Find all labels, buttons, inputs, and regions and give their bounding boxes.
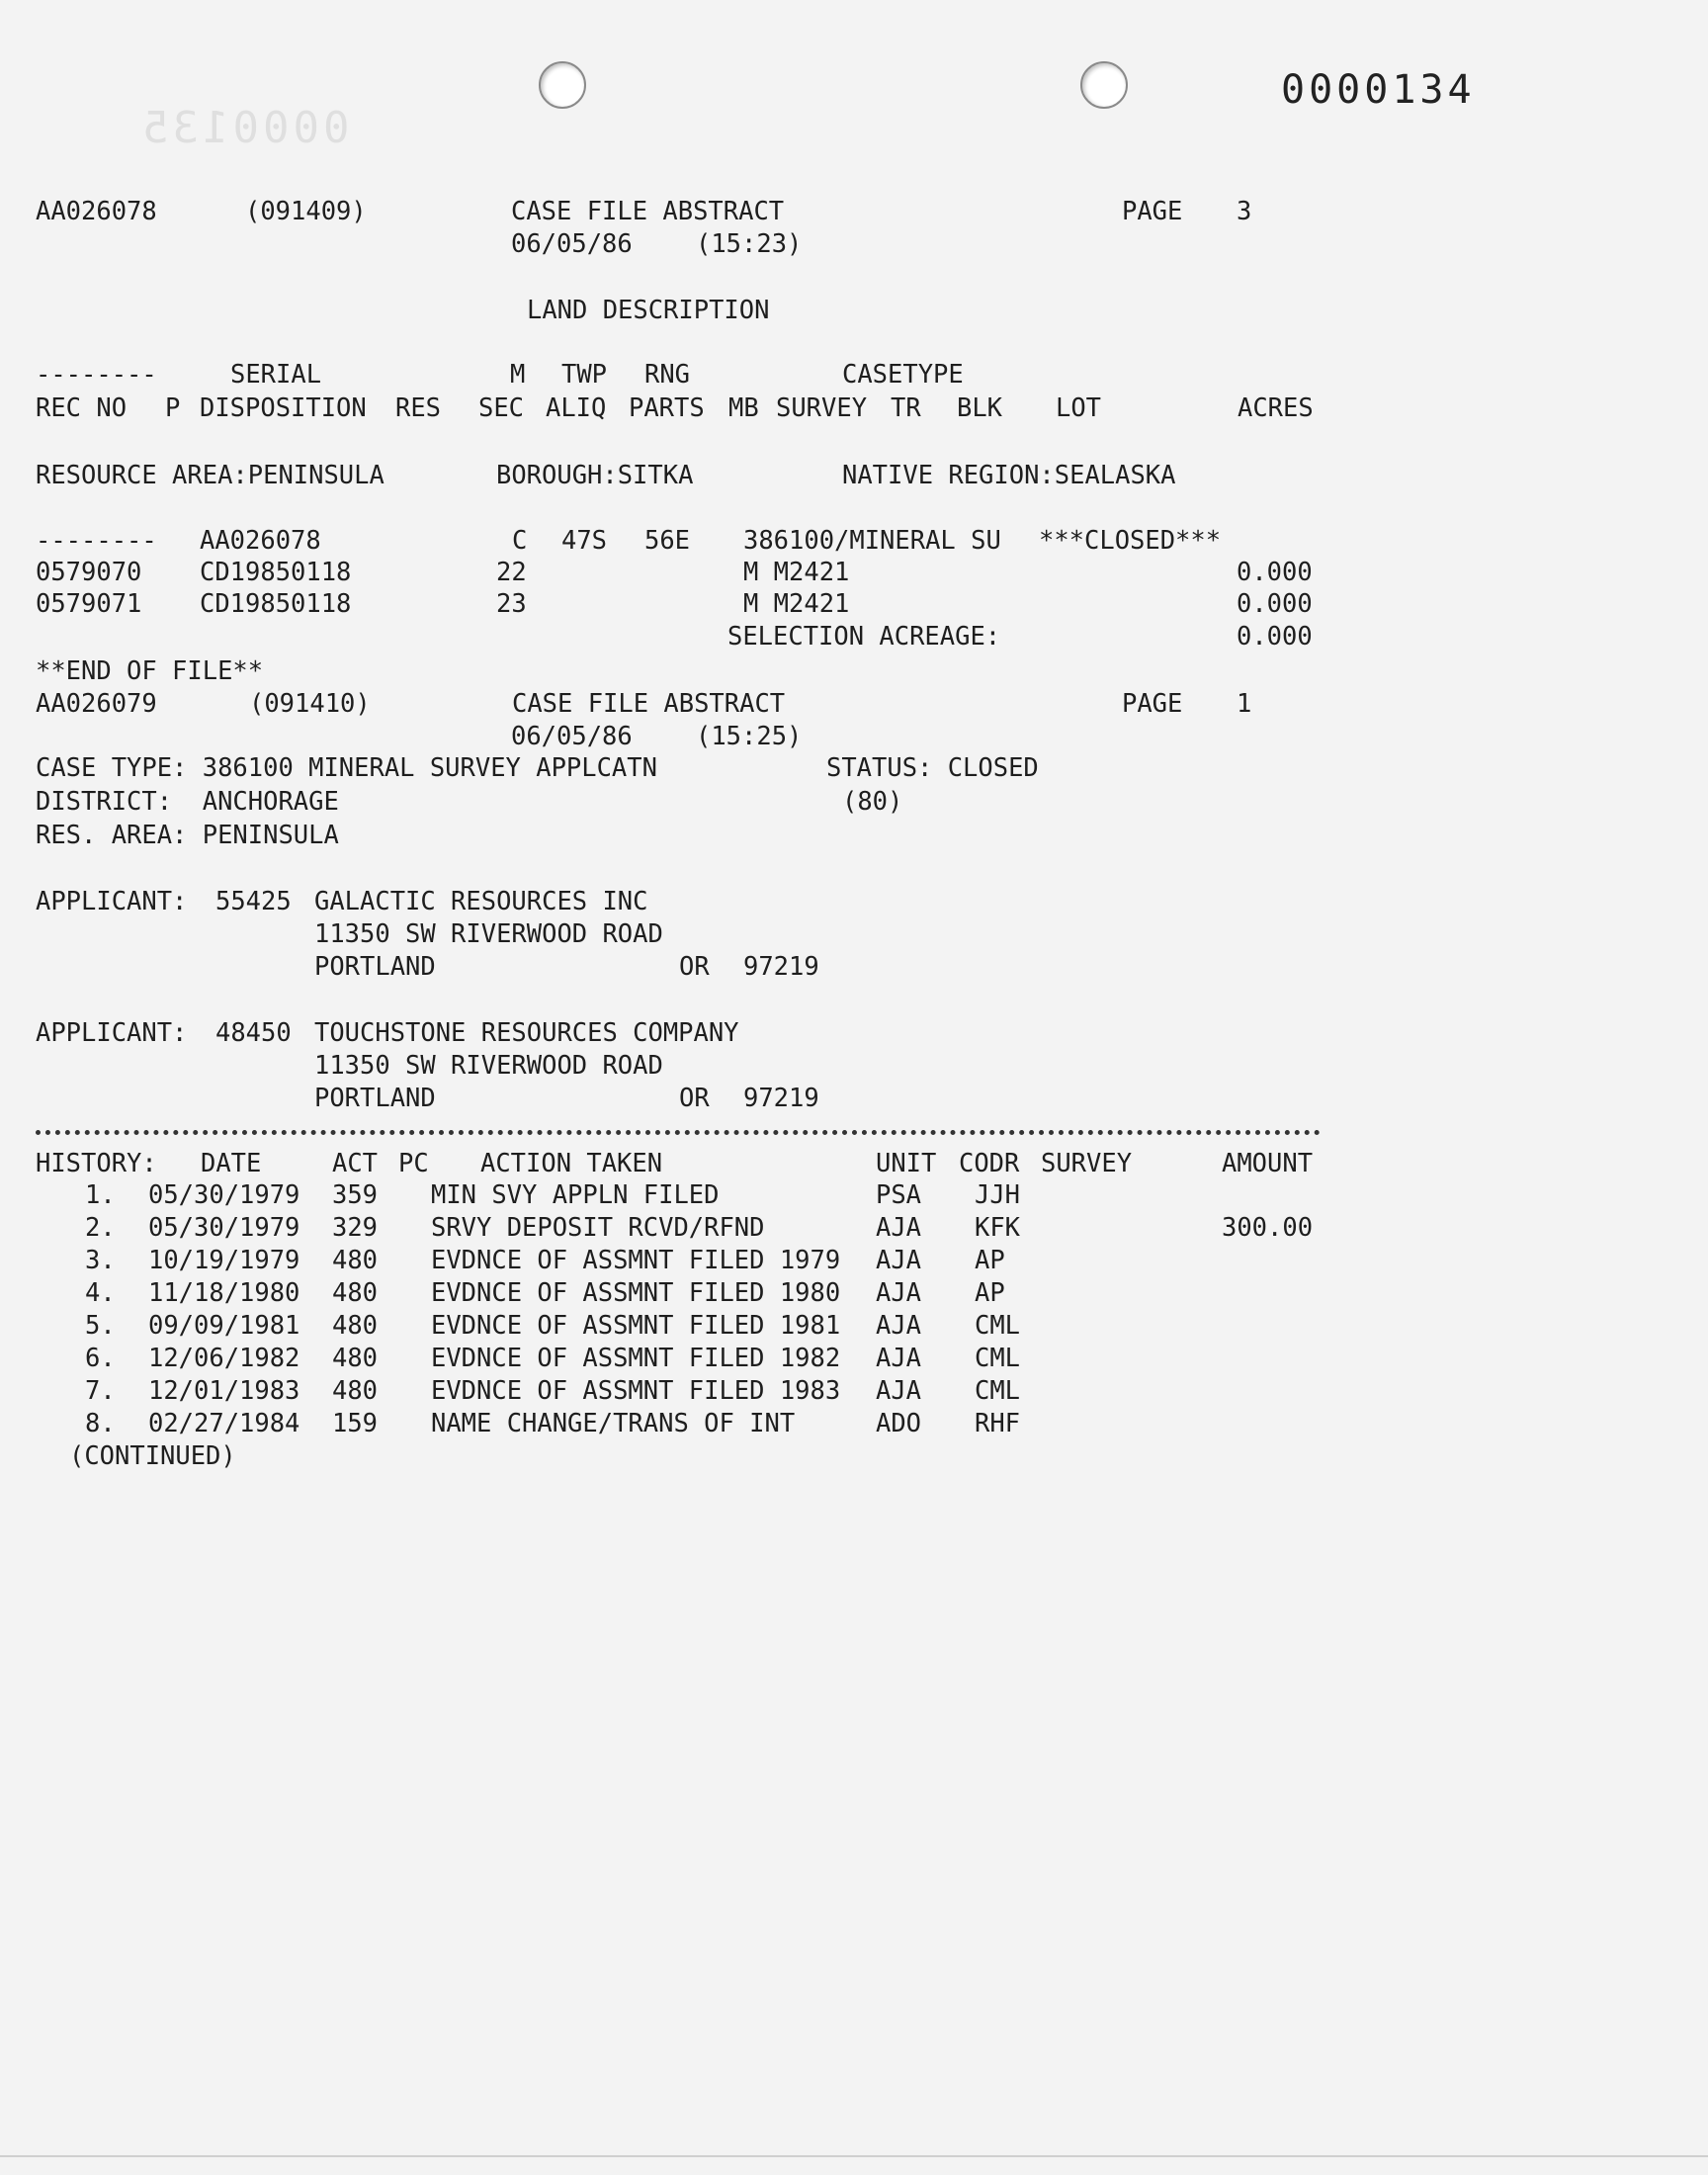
- column-header-sec: SEC: [478, 393, 525, 423]
- history-unit: AJA: [876, 1278, 922, 1308]
- column-header-rng: RNG: [644, 360, 691, 390]
- bleed-through-stamp: 0000135: [138, 103, 350, 153]
- column-header-parts: PARTS: [629, 393, 705, 423]
- history-number: 5.: [85, 1311, 116, 1341]
- page-stamp-number: 0000134: [1281, 67, 1476, 113]
- history-date: 05/30/1979: [148, 1180, 300, 1210]
- history-codr: RHF: [975, 1409, 1021, 1438]
- case-code: (091409): [245, 197, 367, 226]
- history-date: 10/19/1979: [148, 1246, 300, 1275]
- page-bottom-edge: [0, 2155, 1708, 2157]
- history-unit: ADO: [876, 1409, 922, 1438]
- column-header-lot: LOT: [1056, 393, 1102, 423]
- abstract-date: 06/05/86: [511, 229, 633, 259]
- abstract-title: CASE FILE ABSTRACT: [511, 197, 785, 226]
- status-code: (80): [842, 787, 903, 817]
- column-header-twp: TWP: [561, 360, 608, 390]
- selection-acreage-label: SELECTION ACREAGE:: [727, 622, 1001, 652]
- history-number: 2.: [85, 1213, 116, 1243]
- applicant-state: OR: [679, 1084, 710, 1113]
- history-act: 480: [332, 1376, 379, 1406]
- page-label: PAGE: [1122, 689, 1183, 719]
- column-header-rec-no: REC NO: [36, 393, 128, 423]
- history-unit: AJA: [876, 1213, 922, 1243]
- punch-hole-right: [1080, 61, 1128, 109]
- district: DISTRICT: ANCHORAGE: [36, 787, 339, 817]
- history-act: 359: [332, 1180, 379, 1210]
- history-action: MIN SVY APPLN FILED: [431, 1180, 720, 1210]
- history-unit: AJA: [876, 1311, 922, 1341]
- history-header-label: HISTORY:: [36, 1149, 157, 1178]
- history-unit: AJA: [876, 1376, 922, 1406]
- column-header-mb: MB: [728, 393, 759, 423]
- case-status: STATUS: CLOSED: [826, 753, 1039, 783]
- history-act: 480: [332, 1278, 379, 1308]
- column-header-serial: SERIAL: [230, 360, 322, 390]
- history-date: 05/30/1979: [148, 1213, 300, 1243]
- section: 22: [496, 558, 527, 587]
- selection-acreage-value: 0.000: [1237, 622, 1313, 652]
- native-region: NATIVE REGION:SEALASKA: [842, 461, 1176, 490]
- serial-m: C: [512, 526, 528, 556]
- history-number: 4.: [85, 1278, 116, 1308]
- abstract-time: (15:25): [696, 722, 803, 751]
- history-header-action: ACTION TAKEN: [480, 1149, 663, 1178]
- applicant-name: GALACTIC RESOURCES INC: [314, 887, 648, 916]
- column-header-tr: TR: [891, 393, 921, 423]
- history-number: 6.: [85, 1344, 116, 1373]
- history-codr: CML: [975, 1311, 1021, 1341]
- resource-area: RESOURCE AREA:PENINSULA: [36, 461, 384, 490]
- serial-status: ***CLOSED***: [1039, 526, 1222, 556]
- history-action: EVDNCE OF ASSMNT FILED 1980: [431, 1278, 841, 1308]
- applicant-address: 11350 SW RIVERWOOD ROAD: [314, 1051, 663, 1081]
- case-id: AA026078: [36, 197, 157, 226]
- history-number: 8.: [85, 1409, 116, 1438]
- history-action: EVDNCE OF ASSMNT FILED 1983: [431, 1376, 841, 1406]
- history-number: 7.: [85, 1376, 116, 1406]
- rec-no: 0579071: [36, 589, 142, 619]
- applicant-city: PORTLAND: [314, 952, 436, 982]
- history-act: 480: [332, 1311, 379, 1341]
- history-header-act: ACT: [332, 1149, 379, 1178]
- punch-hole-left: [539, 61, 586, 109]
- borough: BOROUGH:SITKA: [496, 461, 694, 490]
- history-unit: AJA: [876, 1246, 922, 1275]
- disposition: CD19850118: [200, 558, 352, 587]
- history-act: 480: [332, 1344, 379, 1373]
- column-dashes: --------: [36, 360, 157, 390]
- column-header-res: RES: [395, 393, 442, 423]
- serial-casetype: 386100/MINERAL SU: [743, 526, 1001, 556]
- history-codr: KFK: [975, 1213, 1021, 1243]
- history-act: 159: [332, 1409, 379, 1438]
- applicant-label: APPLICANT:: [36, 887, 188, 916]
- history-codr: CML: [975, 1376, 1021, 1406]
- history-header-date: DATE: [201, 1149, 262, 1178]
- history-action: EVDNCE OF ASSMNT FILED 1979: [431, 1246, 841, 1275]
- section-heading: LAND DESCRIPTION: [527, 296, 770, 325]
- applicant-city: PORTLAND: [314, 1084, 436, 1113]
- history-date: 12/06/1982: [148, 1344, 300, 1373]
- history-date: 11/18/1980: [148, 1278, 300, 1308]
- continued-marker: (CONTINUED): [69, 1441, 236, 1471]
- applicant-id: 48450: [215, 1018, 292, 1048]
- history-unit: PSA: [876, 1180, 922, 1210]
- rec-no: 0579070: [36, 558, 142, 587]
- applicant-label: APPLICANT:: [36, 1018, 188, 1048]
- history-action: SRVY DEPOSIT RCVD/RFND: [431, 1213, 765, 1243]
- applicant-id: 55425: [215, 887, 292, 916]
- case-type: CASE TYPE: 386100 MINERAL SURVEY APPLCATN: [36, 753, 657, 783]
- survey: M M2421: [743, 558, 850, 587]
- history-act: 329: [332, 1213, 379, 1243]
- column-header-p: P: [165, 393, 181, 423]
- history-act: 480: [332, 1246, 379, 1275]
- column-header-acres: ACRES: [1238, 393, 1314, 423]
- acres: 0.000: [1237, 589, 1313, 619]
- applicant-state: OR: [679, 952, 710, 982]
- history-header-codr: CODR: [959, 1149, 1020, 1178]
- serial-number: AA026078: [200, 526, 321, 556]
- column-header-aliq: ALIQ: [546, 393, 607, 423]
- history-codr: AP: [975, 1246, 1005, 1275]
- applicant-address: 11350 SW RIVERWOOD ROAD: [314, 919, 663, 949]
- page-number: 3: [1237, 197, 1252, 226]
- serial-rng: 56E: [644, 526, 691, 556]
- disposition: CD19850118: [200, 589, 352, 619]
- column-header-casetype: CASETYPE: [842, 360, 964, 390]
- column-header-survey: SURVEY: [776, 393, 868, 423]
- history-unit: AJA: [876, 1344, 922, 1373]
- history-date: 02/27/1984: [148, 1409, 300, 1438]
- dotted-divider: [36, 1130, 1321, 1135]
- applicant-zip: 97219: [743, 1084, 819, 1113]
- history-date: 12/01/1983: [148, 1376, 300, 1406]
- applicant-name: TOUCHSTONE RESOURCES COMPANY: [314, 1018, 739, 1048]
- history-action: EVDNCE OF ASSMNT FILED 1981: [431, 1311, 841, 1341]
- serial-dashes: --------: [36, 526, 157, 556]
- abstract-title: CASE FILE ABSTRACT: [512, 689, 786, 719]
- abstract-date: 06/05/86: [511, 722, 633, 751]
- history-header-survey: SURVEY: [1041, 1149, 1133, 1178]
- serial-twp: 47S: [561, 526, 608, 556]
- page-number: 1: [1237, 689, 1252, 719]
- abstract-time: (15:23): [696, 229, 803, 259]
- section: 23: [496, 589, 527, 619]
- applicant-zip: 97219: [743, 952, 819, 982]
- case-id: AA026079: [36, 689, 157, 719]
- history-codr: AP: [975, 1278, 1005, 1308]
- history-action: NAME CHANGE/TRANS OF INT: [431, 1409, 796, 1438]
- page-label: PAGE: [1122, 197, 1183, 226]
- history-codr: JJH: [975, 1180, 1021, 1210]
- history-header-amount: AMOUNT: [1222, 1149, 1314, 1178]
- column-header-m: M: [510, 360, 526, 390]
- history-header-pc: PC: [398, 1149, 429, 1178]
- acres: 0.000: [1237, 558, 1313, 587]
- history-number: 3.: [85, 1246, 116, 1275]
- history-action: EVDNCE OF ASSMNT FILED 1982: [431, 1344, 841, 1373]
- history-header-unit: UNIT: [876, 1149, 937, 1178]
- history-number: 1.: [85, 1180, 116, 1210]
- case-code: (091410): [249, 689, 371, 719]
- survey: M M2421: [743, 589, 850, 619]
- history-codr: CML: [975, 1344, 1021, 1373]
- res-area: RES. AREA: PENINSULA: [36, 821, 339, 850]
- column-header-disposition: DISPOSITION: [200, 393, 367, 423]
- column-header-blk: BLK: [957, 393, 1003, 423]
- end-of-file-marker: **END OF FILE**: [36, 656, 264, 686]
- history-amount: 300.00: [1222, 1213, 1314, 1243]
- history-date: 09/09/1981: [148, 1311, 300, 1341]
